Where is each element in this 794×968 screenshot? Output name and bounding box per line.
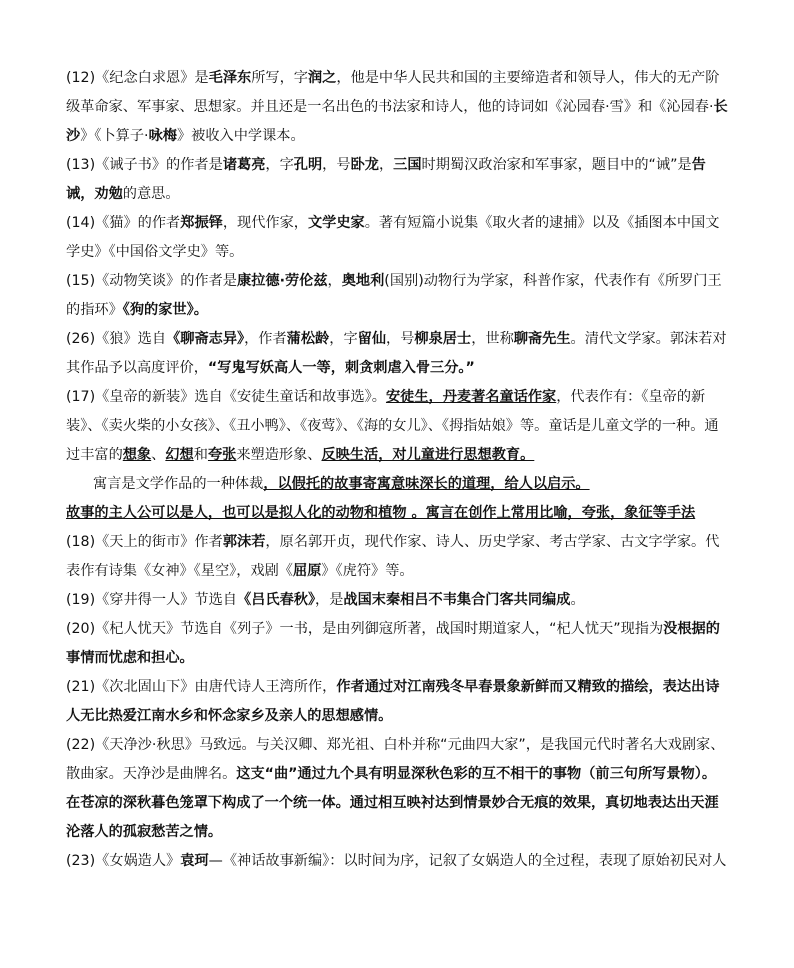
paragraph-text: (14)《猫》的作者	[66, 215, 181, 231]
emphasized-text: 康拉德·劳伦兹	[237, 273, 328, 289]
paragraph	[66, 325, 730, 383]
emphasized-text: 袁珂	[180, 853, 209, 869]
emphasized-text: 作者通过对江南残冬早春景象新鲜而又精致的描绘，表达出诗人无比热爱江南水乡和怀念家乡及亲人的思想感情。	[66, 679, 720, 724]
paragraph-text: 和	[193, 447, 208, 463]
emphasized-text: 屈原	[293, 563, 322, 579]
paragraph-text: ，作者	[244, 331, 287, 347]
paragraph-text: (19)《穿井得一人》节选自	[66, 592, 237, 608]
paragraph-list	[66, 64, 730, 876]
paragraph-text: 所写，字	[251, 70, 308, 86]
emphasized-text: 反映生活，对儿童进行思想教育。	[321, 447, 535, 463]
paragraph	[66, 499, 730, 528]
paragraph	[66, 209, 730, 267]
paragraph-text: ，字	[265, 157, 294, 173]
document-page	[66, 64, 730, 876]
emphasized-text: 三国	[393, 157, 422, 173]
emphasized-text: 想象	[122, 447, 152, 463]
paragraph-text: ，	[327, 273, 342, 289]
paragraph	[66, 151, 730, 209]
emphasized-text: 咏梅	[148, 128, 177, 144]
paragraph-text: 来塑造形象、	[236, 447, 322, 463]
paragraph-text: (23)《女娲造人》	[66, 853, 181, 869]
emphasized-text: 告诫，劝勉	[66, 157, 706, 202]
paragraph	[66, 64, 730, 151]
paragraph-text: ，	[378, 157, 394, 173]
paragraph	[66, 470, 730, 499]
paragraph-text: 》被收入中学课本。	[176, 128, 305, 144]
emphasized-text: 《聊斋志异》	[166, 331, 245, 347]
paragraph-text: ，是	[315, 592, 344, 608]
paragraph-text: (13)《诫子书》的作者是	[66, 157, 223, 173]
paragraph	[66, 528, 730, 586]
emphasized-text: 奥地利	[341, 273, 385, 289]
paragraph-text: 。著有短篇小说集《取火者的逮捕》以及《插图本中国文学史》《中国俗文学史》等。	[66, 215, 720, 260]
emphasized-text: 《吕氏春秋》	[237, 592, 316, 608]
paragraph-text: 。	[570, 592, 585, 608]
paragraph	[66, 731, 730, 847]
emphasized-text: 毛泽东	[208, 70, 252, 86]
emphasized-text: “写鬼写妖高人一等，刺贪刺虐入骨三分。”	[207, 360, 475, 376]
paragraph-text: (17)《皇帝的新装》选自《安徒生童话和故事选》。	[66, 389, 386, 405]
paragraph-text: (15)《动物笑谈》的作者是	[66, 273, 237, 289]
emphasized-text: 郑振铎	[180, 215, 223, 231]
paragraph-text: 时期蜀汉政治家和军事家，题目中的“诫”是	[421, 157, 692, 173]
paragraph-text: ，原名郭开贞，现代作家、诗人、历史学家、考古学家、古文字学家。代表作有诗集《女神》《星空》，戏剧《	[66, 534, 720, 579]
paragraph-text: (22)《天净沙·秋思》马致远。与关汉卿、郑光祖、白朴并称“元曲四大家”，是我国元代时著名大戏剧家、散曲家。天净沙是曲牌名。	[66, 737, 725, 782]
paragraph-text: ，代表作有：《皇帝的新装》、《卖火柴的小女孩》、《丑小鸭》、《夜莺》、《海的女儿》、《拇指姑娘》等。童话是儿童文学的一种。通过丰富的	[66, 389, 719, 463]
emphasized-text: 长沙	[66, 99, 728, 144]
paragraph-text: ，世称	[471, 331, 514, 347]
emphasized-text: 文学史家	[307, 215, 365, 231]
paragraph	[66, 673, 730, 731]
paragraph-text: 、	[151, 447, 166, 463]
paragraph-text: 》《虎符》等。	[321, 563, 414, 579]
paragraph	[66, 586, 730, 615]
emphasized-text: 安徒生，丹麦著名童话作家	[385, 389, 557, 405]
paragraph-text: 》《卜算子·	[80, 128, 149, 144]
paragraph-text: ，他是中华人民共和国的主要缔造者和领导人，伟大的无产阶级革命家、军事家、思想家。并且还是一名出色的书法家和诗人，他的诗词如《沁园春·雪》和《沁园春·	[66, 70, 720, 115]
paragraph-text: ，号	[386, 331, 415, 347]
paragraph-text: (国别)动物行为学家，科普作家，代表作有《所罗门王的指环》	[66, 273, 722, 318]
emphasized-text: 战国末秦相吕不韦集合门客共同编成	[343, 592, 571, 608]
paragraph-text: (12)《纪念白求恩》是	[66, 70, 209, 86]
emphasized-text: 聊斋先生	[513, 331, 571, 347]
paragraph-text: ，现代作家，	[222, 215, 308, 231]
emphasized-text: 郭沫若	[222, 534, 266, 550]
paragraph-text: —《神话故事新编》：以时间为序，记叙了女娲造人的全过程，表现了原始初民对人	[208, 853, 727, 869]
paragraph	[66, 383, 730, 470]
emphasized-text: 卧龙	[350, 157, 379, 173]
paragraph-text: ，号	[322, 157, 351, 173]
emphasized-text: 柳泉居士	[414, 331, 472, 347]
paragraph-text: (18)《天上的街市》作者	[66, 534, 223, 550]
emphasized-text: 《狗的家世》。	[122, 302, 208, 318]
paragraph	[66, 847, 730, 876]
paragraph-text: 。清代文学家。郭沫若对其作品予以高度评价，	[66, 331, 727, 376]
emphasized-text: 夸张	[207, 447, 237, 463]
emphasized-text: 蒲松龄	[286, 331, 330, 347]
emphasized-text: 幻想	[165, 447, 194, 463]
paragraph	[66, 267, 730, 325]
paragraph-text: 的意思。	[122, 186, 180, 202]
paragraph-text: ，字	[329, 331, 358, 347]
emphasized-text: 没根据的事情而忧虑和担心。	[66, 621, 720, 666]
paragraph-text: (21)《次北固山下》由唐代诗人王湾所作，	[66, 679, 337, 695]
emphasized-text: 留仙	[357, 331, 387, 347]
emphasized-text: 诸葛亮	[222, 157, 266, 173]
emphasized-text: 孔明	[293, 157, 323, 173]
emphasized-text: 这支“曲”通过九个具有明显深秋色彩的互不相干的事物（前三句所写景物）。在苍凉的深秋暮色笼罩下构成了一个统一体。通过相互映衬达到情景妙合无痕的效果，真切地表达出天涯沦落人的孤寂愁苦之情。	[66, 766, 719, 840]
paragraph-text: (26)《狼》选自	[66, 331, 167, 347]
paragraph-text: (20)《杞人忧天》节选自《列子》一书，是由列御寇所著，战国时期道家人，“杞人忧天”现指为	[66, 621, 664, 637]
emphasized-text: 润之	[307, 70, 337, 86]
paragraph	[66, 615, 730, 673]
emphasized-text: 故事的主人公可以是人，也可以是拟人化的动物和植物 。寓言在创作上常用比喻，夸张，象征等手法	[66, 505, 696, 521]
emphasized-text: ，以假托的故事寄寓意味深长的道理，给人以启示。	[263, 476, 590, 492]
paragraph-text: 寓言是文学作品的一种体裁	[93, 476, 264, 492]
